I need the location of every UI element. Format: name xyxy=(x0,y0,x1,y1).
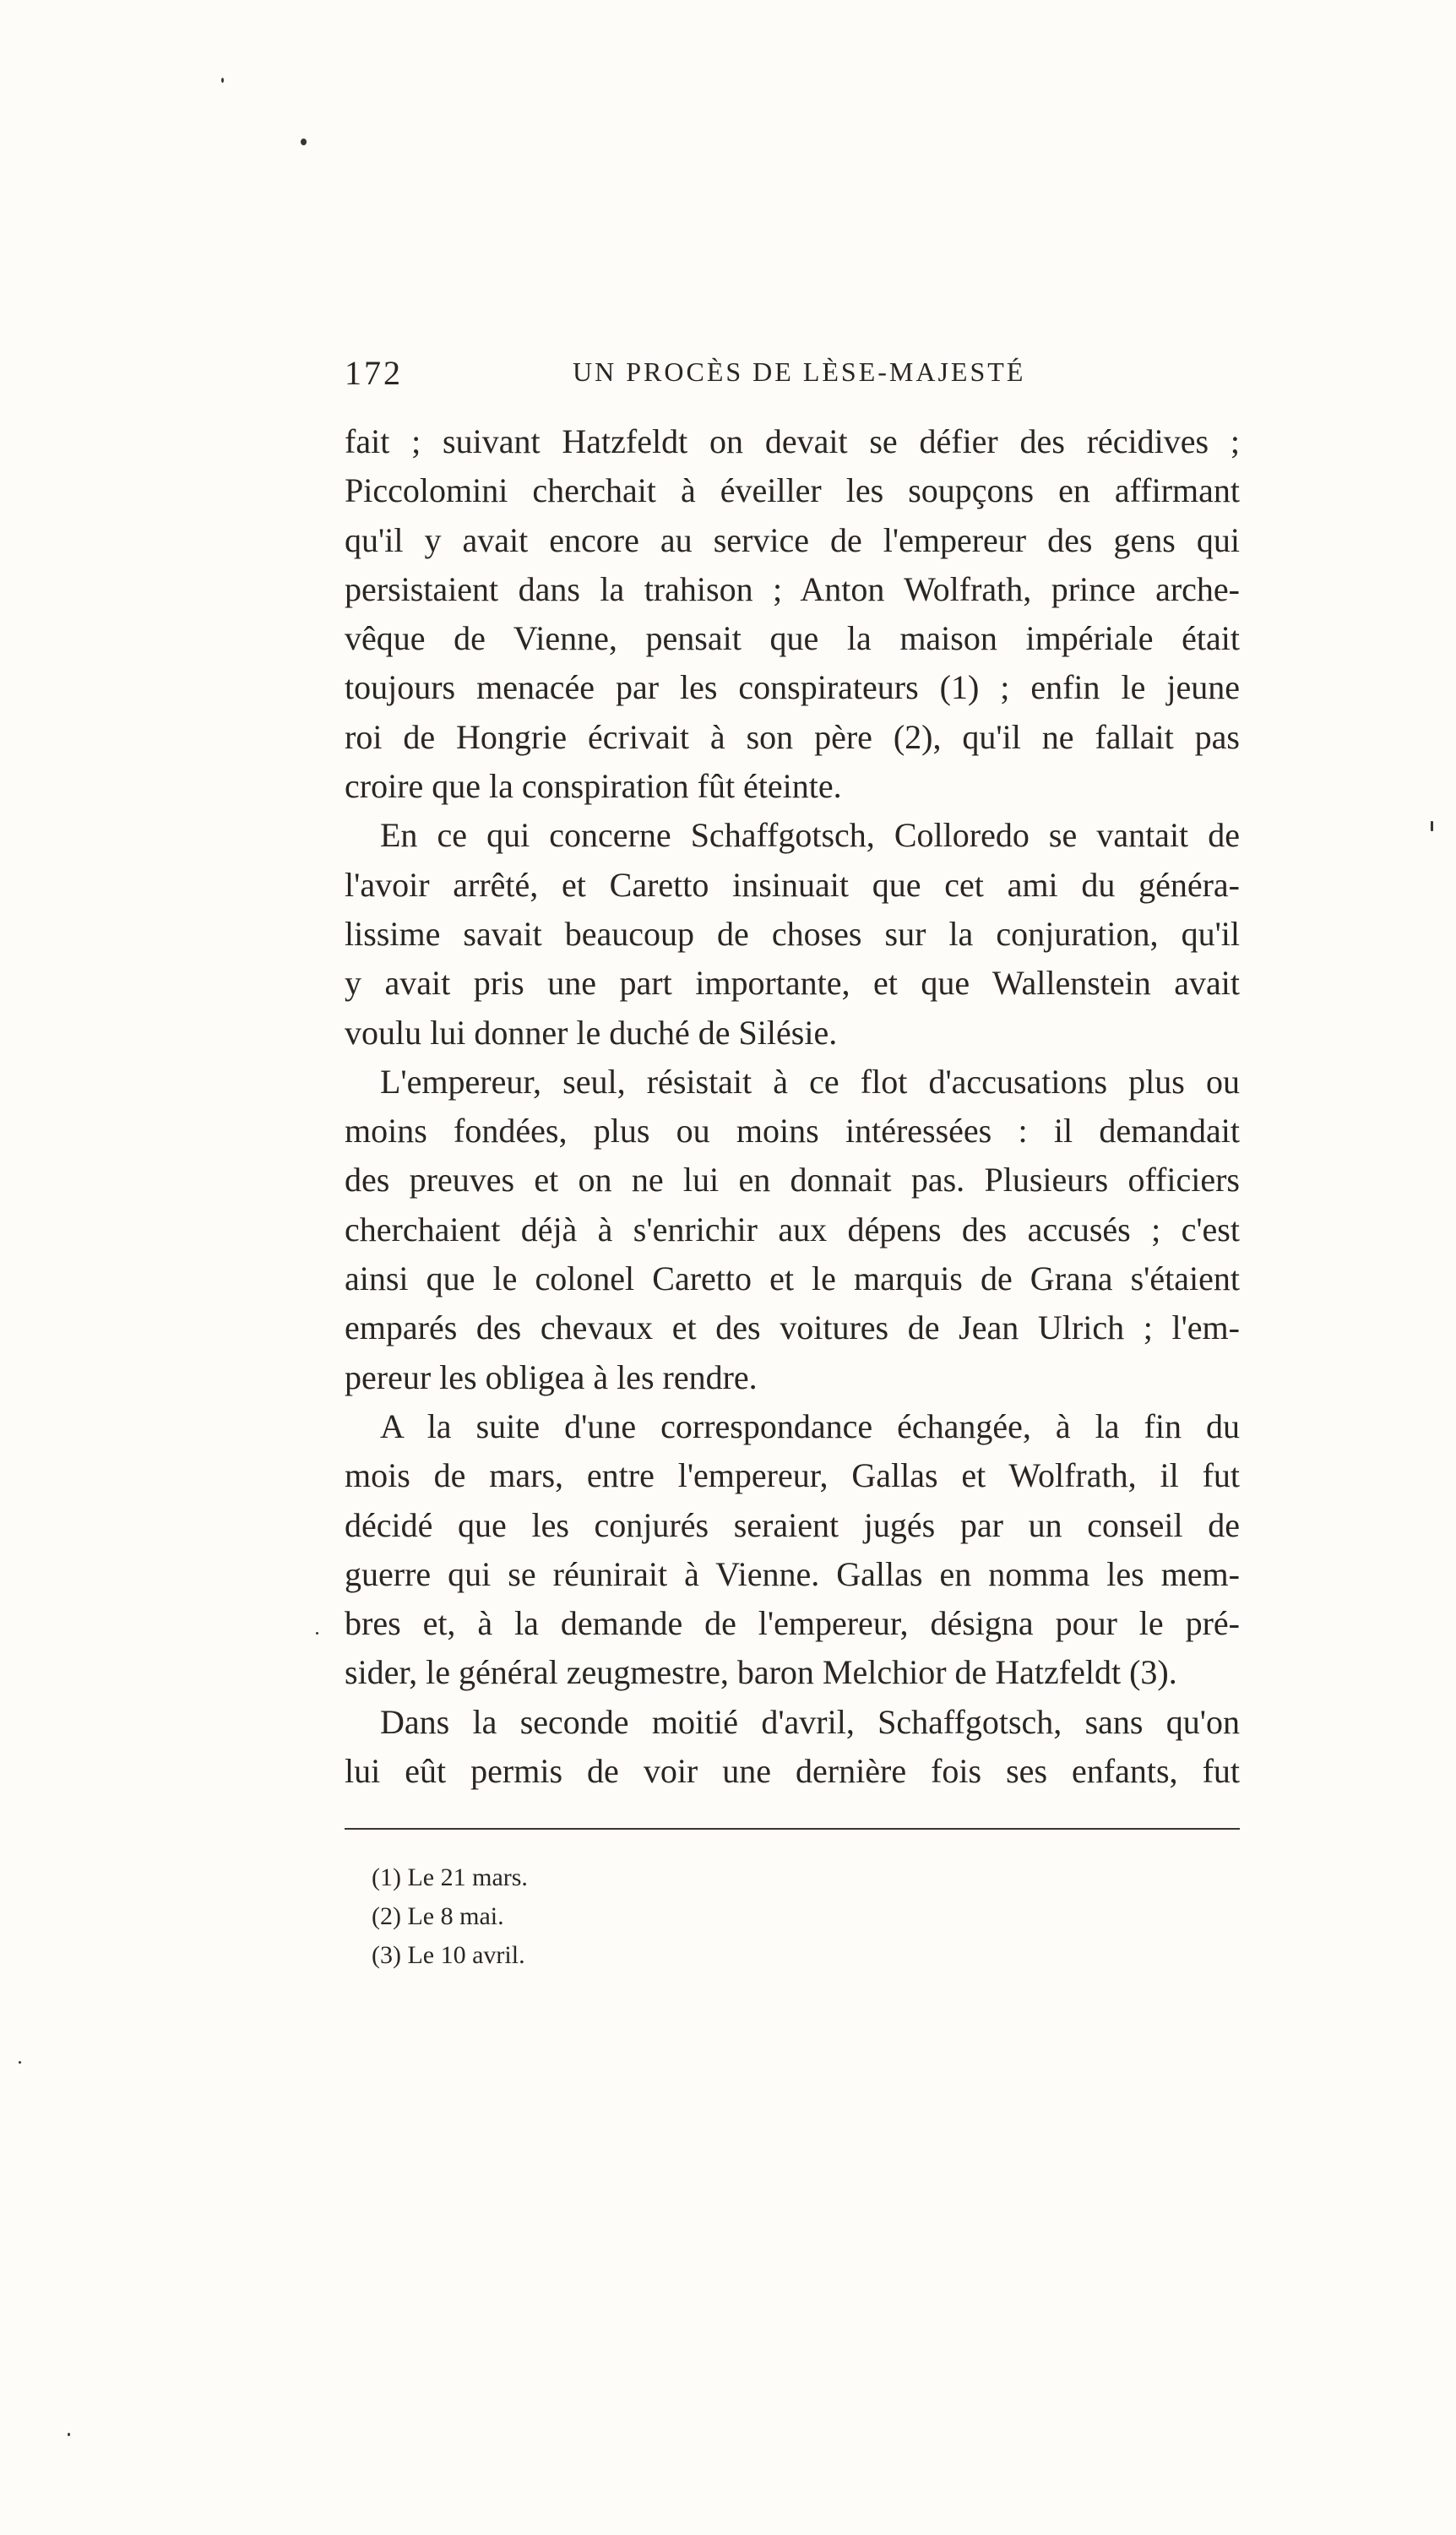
ink-speck xyxy=(301,139,307,145)
footnote-separator xyxy=(345,1828,1240,1830)
paragraph-first-line: L'empereur, seul, résistait à ce flot d'accusations plus ou xyxy=(380,1062,1240,1101)
text-line: lissime savait beaucoup de choses sur la conjuration, qu'il xyxy=(345,914,1240,953)
text-line: qu'il y avait encore au service de l'empereur des gens qui xyxy=(345,520,1240,559)
text-line: fait ; suivant Hatzfeldt on devait se défier des récidives ; xyxy=(345,422,1240,460)
text-line: emparés des chevaux et des voitures de Jean Ulrich ; l'em- xyxy=(345,1308,1240,1347)
text-line: l'avoir arrêté, et Caretto insinuait que cet ami du généra- xyxy=(345,865,1240,904)
text-line: mois de mars, entre l'empereur, Gallas et Wolfrath, il fut xyxy=(345,1456,1240,1495)
text-line: vêque de Vienne, pensait que la maison impériale était xyxy=(345,619,1240,658)
text-line: moins fondées, plus ou moins intéressées : il demandait xyxy=(345,1112,1240,1151)
text-line: cherchaient déjà à s'enrichir aux dépens des accusés ; c'est xyxy=(345,1210,1240,1248)
footnote: (1) Le 21 mars. xyxy=(372,1863,528,1891)
text-line: des preuves et on ne lui en donnait pas. Plusieurs officiers xyxy=(345,1161,1240,1200)
footnote: (3) Le 10 avril. xyxy=(372,1941,525,1969)
ink-speck xyxy=(221,78,224,83)
text-line: toujours menacée par les conspirateurs (1) ; enfin le jeune xyxy=(345,668,1240,707)
paragraph-first-line: Dans la seconde moitié d'avril, Schaffgotsch, sans qu'on xyxy=(380,1702,1240,1741)
text-line: y avait pris une part importante, et que Wallenstein avait xyxy=(345,964,1240,1003)
text-line: Piccolomini cherchait à éveiller les soupçons en affirmant xyxy=(345,471,1240,510)
text-line: ainsi que le colonel Caretto et le marquis de Grana s'étaient xyxy=(345,1259,1240,1298)
ink-speck xyxy=(1431,821,1433,831)
ink-speck xyxy=(19,2061,21,2064)
text-line: bres et, à la demande de l'empereur, désigna pour le pré- xyxy=(345,1604,1240,1643)
text-line: croire que la conspiration fût éteinte. xyxy=(345,767,842,806)
text-line: décidé que les conjurés seraient jugés par un conseil de xyxy=(345,1505,1240,1544)
ink-speck xyxy=(68,2433,70,2436)
text-line: guerre qui se réunirait à Vienne. Gallas en nomma les mem- xyxy=(345,1554,1240,1593)
text-line: pereur les obligea à les rendre. xyxy=(345,1357,758,1396)
text-line: voulu lui donner le duché de Silésie. xyxy=(345,1013,838,1052)
body-text xyxy=(345,417,1240,1796)
text-line: roi de Hongrie écrivait à son père (2), qu'il ne fallait pas xyxy=(345,717,1240,756)
running-title: UN PROCÈS DE LÈSE-MAJESTÉ xyxy=(573,356,1026,387)
paragraph-first-line: En ce qui concerne Schaffgotsch, Colloredo se vantait de xyxy=(380,816,1240,855)
footnotes xyxy=(372,1858,963,1975)
page-header xyxy=(345,353,1240,395)
paragraph-first-line: A la suite d'une correspondance échangée, à la fin du xyxy=(380,1406,1240,1445)
ink-speck xyxy=(316,1632,318,1635)
page-number: 172 xyxy=(345,354,403,392)
text-line: sider, le général zeugmestre, baron Melchior de Hatzfeldt (3). xyxy=(345,1653,1177,1692)
footnote: (2) Le 8 mai. xyxy=(372,1902,504,1930)
text-line: persistaient dans la trahison ; Anton Wolfrath, prince arche- xyxy=(345,569,1240,608)
text-line: lui eût permis de voir une dernière fois ses enfants, fut xyxy=(345,1752,1240,1791)
